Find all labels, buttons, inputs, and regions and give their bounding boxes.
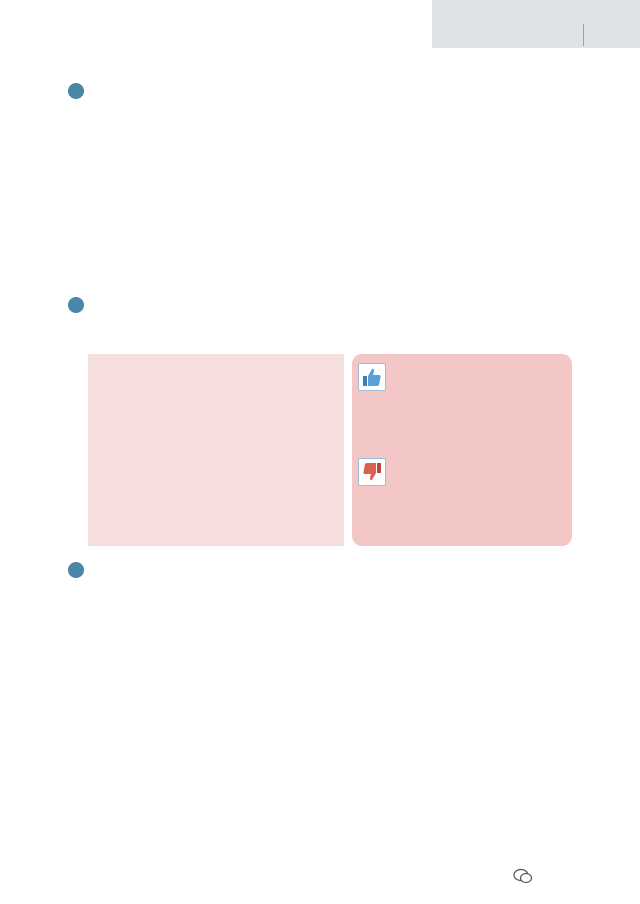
- header-divider: [583, 24, 584, 46]
- wechat-icon: [513, 868, 533, 884]
- word-bank-panel: [88, 354, 344, 546]
- exercise-6-number: [68, 562, 84, 578]
- thumbs-down-icon: [358, 458, 386, 486]
- thumbs-up-icon: [358, 363, 386, 391]
- exercise-5-number: [68, 297, 84, 313]
- header-tab: [432, 0, 640, 48]
- exercise-4-number: [68, 83, 84, 99]
